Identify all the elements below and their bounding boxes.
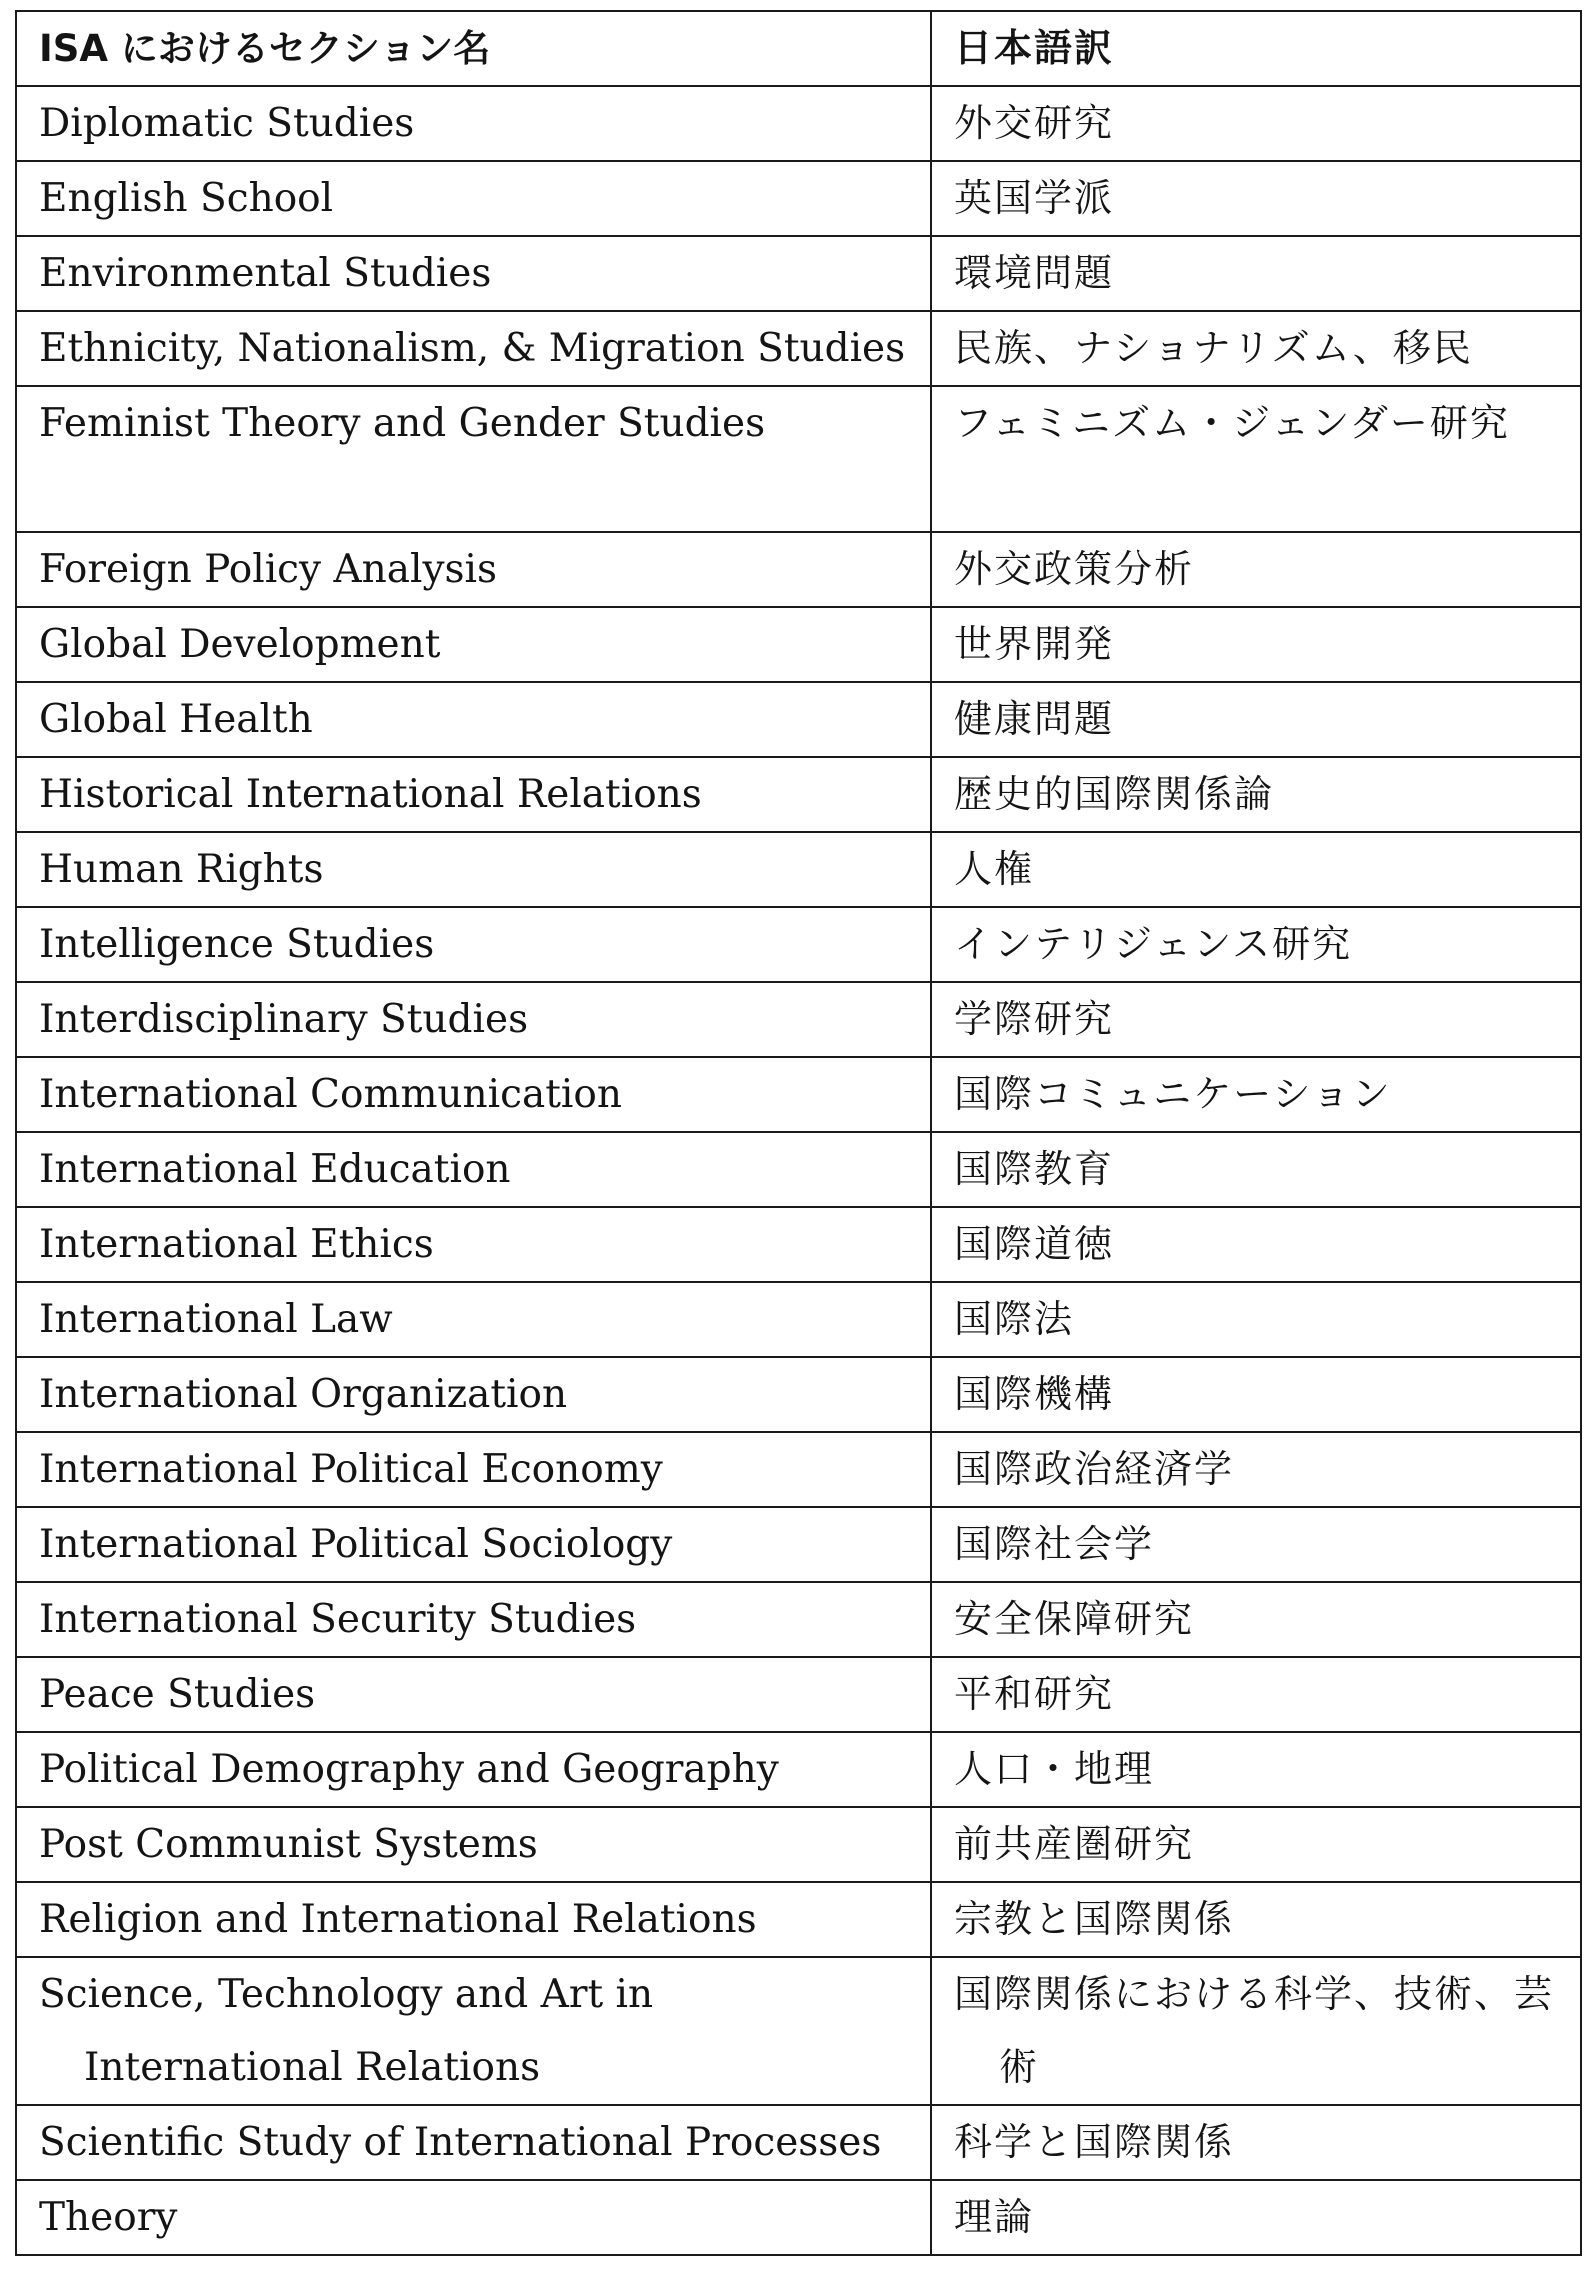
table-row [16, 311, 1581, 386]
translation-cell: 国際道徳 [931, 1207, 1581, 1282]
table-row [16, 907, 1581, 982]
table-header-row [16, 11, 1581, 86]
translation-cell: 国際社会学 [931, 1507, 1581, 1582]
section-name-cell: International Ethics [16, 1207, 931, 1282]
translation-cell: 民族、ナショナリズム、移民 [931, 311, 1581, 386]
translation-cell: 歴史的国際関係論 [931, 757, 1581, 832]
section-name-text: Science, Technology and Art in International Relations [39, 1972, 654, 2090]
table-row [16, 386, 1581, 532]
translation-cell: 外交政策分析 [931, 532, 1581, 607]
table-row [16, 1507, 1581, 1582]
translation-cell [931, 386, 1581, 532]
section-name-cell: Religion and International Relations [16, 1882, 931, 1957]
section-translation-table-container [15, 10, 1580, 2256]
table-row [16, 607, 1581, 682]
section-name-cell: Post Communist Systems [16, 1807, 931, 1882]
translation-text: 国際関係における科学、技術、芸術 [954, 1972, 1555, 2089]
table-row [16, 1807, 1581, 1882]
section-name-cell: Global Development [16, 607, 931, 682]
translation-cell: 外交研究 [931, 86, 1581, 161]
translation-cell: 人権 [931, 832, 1581, 907]
section-name-cell: Scientific Study of International Processes [16, 2105, 931, 2180]
section-name-cell [16, 1957, 931, 2105]
translation-cell: インテリジェンス研究 [931, 907, 1581, 982]
section-name-cell: Foreign Policy Analysis [16, 532, 931, 607]
translation-cell: 健康問題 [931, 682, 1581, 757]
table-row [16, 1582, 1581, 1657]
section-name-cell: Feminist Theory and Gender Studies [16, 386, 931, 532]
translation-cell: 英国学派 [931, 161, 1581, 236]
section-name-cell: Diplomatic Studies [16, 86, 931, 161]
table-row [16, 1207, 1581, 1282]
translation-text: フェミニズム・ジェンダー研究 [954, 401, 1510, 445]
table-row [16, 1657, 1581, 1732]
translation-cell: 国際コミュニケーション [931, 1057, 1581, 1132]
table-row [16, 1957, 1581, 2105]
translation-cell: 前共産圏研究 [931, 1807, 1581, 1882]
table-row [16, 1057, 1581, 1132]
table-row [16, 161, 1581, 236]
translation-cell: 国際法 [931, 1282, 1581, 1357]
section-name-cell: Theory [16, 2180, 931, 2255]
section-name-cell: International Education [16, 1132, 931, 1207]
translation-cell: 理論 [931, 2180, 1581, 2255]
section-name-cell: Political Demography and Geography [16, 1732, 931, 1807]
section-name-cell: Global Health [16, 682, 931, 757]
translation-cell: 安全保障研究 [931, 1582, 1581, 1657]
table-row [16, 1882, 1581, 1957]
table-row [16, 757, 1581, 832]
section-name-cell: Ethnicity, Nationalism, & Migration Studies [16, 311, 931, 386]
table-row [16, 1432, 1581, 1507]
translation-cell: 平和研究 [931, 1657, 1581, 1732]
table-row [16, 1732, 1581, 1807]
section-name-cell: International Law [16, 1282, 931, 1357]
section-name-cell: Peace Studies [16, 1657, 931, 1732]
section-name-cell: International Organization [16, 1357, 931, 1432]
table-row [16, 1132, 1581, 1207]
section-name-cell: International Political Economy [16, 1432, 931, 1507]
section-translation-table [15, 10, 1582, 2256]
header-section-name: ISA におけるセクション名 [16, 11, 931, 86]
table-row [16, 1357, 1581, 1432]
table-row [16, 682, 1581, 757]
translation-cell: 科学と国際関係 [931, 2105, 1581, 2180]
section-name-cell: International Security Studies [16, 1582, 931, 1657]
translation-cell: 宗教と国際関係 [931, 1882, 1581, 1957]
section-name-cell: International Communication [16, 1057, 931, 1132]
section-name-cell: English School [16, 161, 931, 236]
table-row [16, 2180, 1581, 2255]
translation-cell: 人口・地理 [931, 1732, 1581, 1807]
header-japanese-translation: 日本語訳 [931, 11, 1581, 86]
translation-cell: 国際政治経済学 [931, 1432, 1581, 1507]
translation-cell: 環境問題 [931, 236, 1581, 311]
translation-cell: 国際機構 [931, 1357, 1581, 1432]
section-name-cell: Interdisciplinary Studies [16, 982, 931, 1057]
table-row [16, 532, 1581, 607]
section-name-cell: Human Rights [16, 832, 931, 907]
section-name-cell: International Political Sociology [16, 1507, 931, 1582]
translation-cell: 国際教育 [931, 1132, 1581, 1207]
table-row [16, 86, 1581, 161]
translation-cell [931, 1957, 1581, 2105]
table-row [16, 832, 1581, 907]
table-row [16, 236, 1581, 311]
translation-cell: 学際研究 [931, 982, 1581, 1057]
section-name-cell: Intelligence Studies [16, 907, 931, 982]
table-row [16, 1282, 1581, 1357]
section-name-cell: Environmental Studies [16, 236, 931, 311]
section-name-cell: Historical International Relations [16, 757, 931, 832]
table-row [16, 2105, 1581, 2180]
table-row [16, 982, 1581, 1057]
translation-cell: 世界開発 [931, 607, 1581, 682]
